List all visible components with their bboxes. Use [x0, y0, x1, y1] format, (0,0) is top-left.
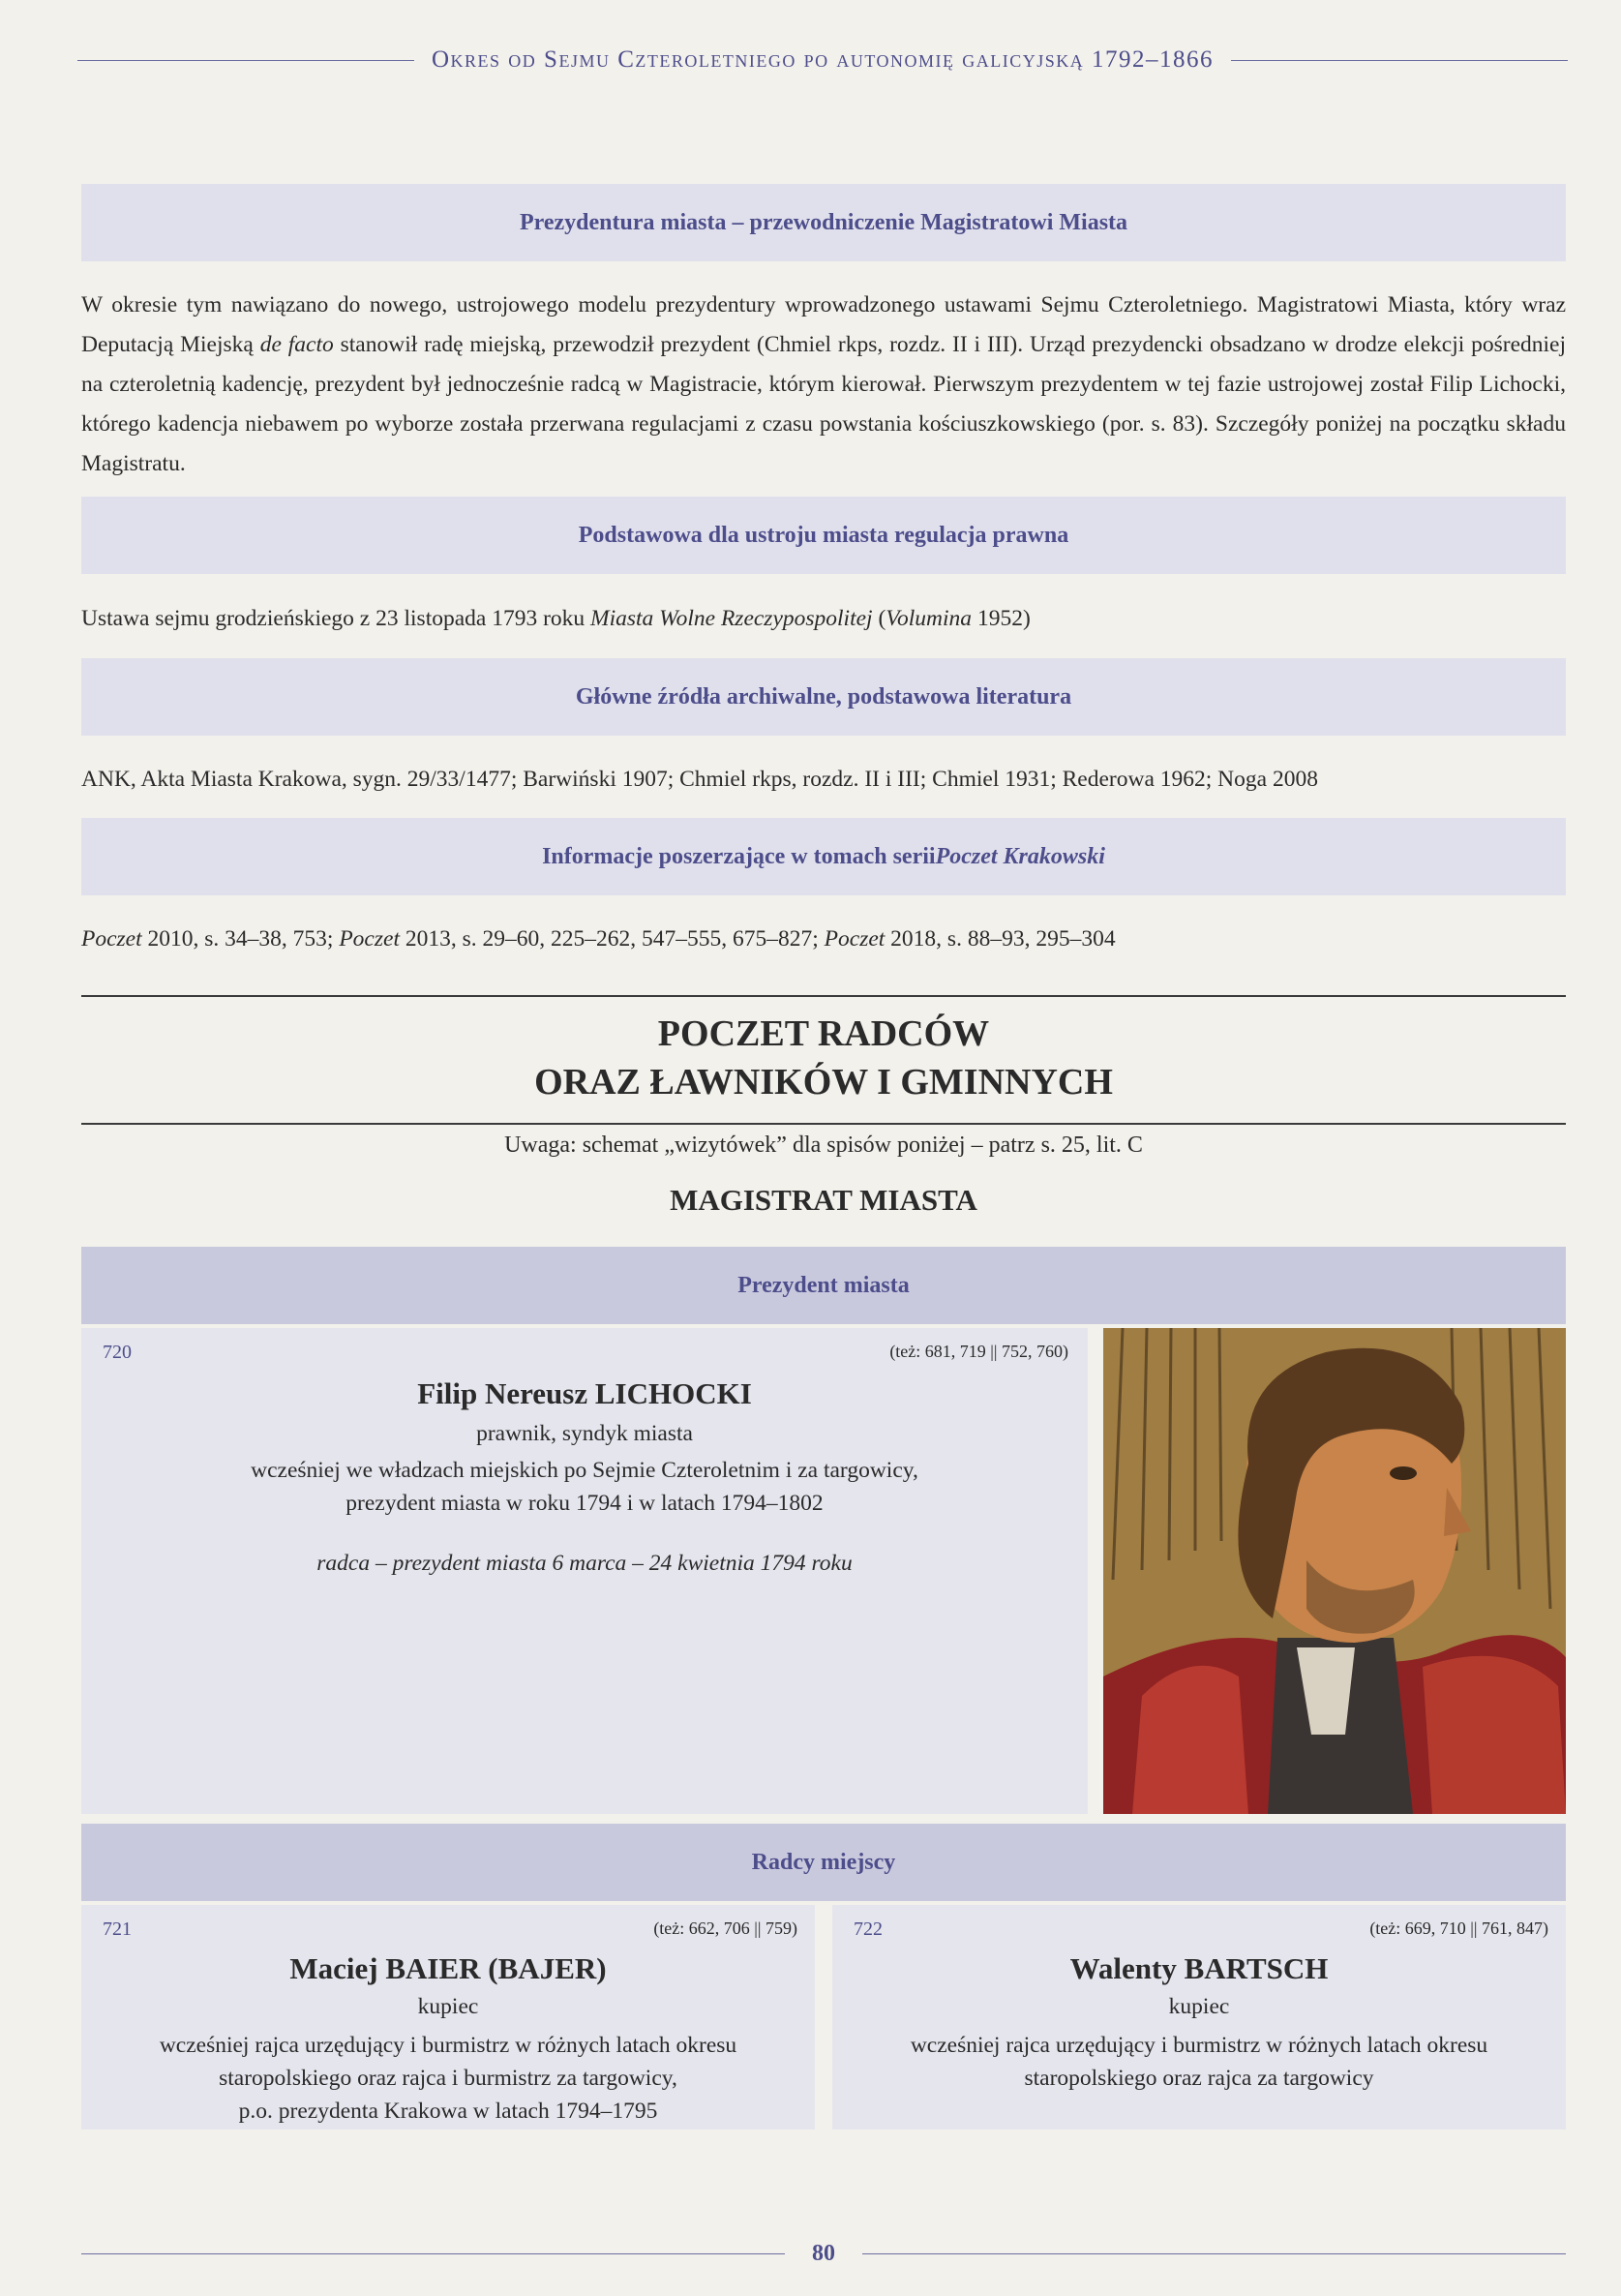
- main-title-line2: ORAZ ŁAWNIKÓW I GMINNYCH: [534, 1062, 1113, 1103]
- section-text-sources: ANK, Akta Miasta Krakowa, sygn. 29/33/1477; Barwiński 1907; Chmiel rkps, rozdz. II i III; Chmiel 1931; Rederowa 1962; Noga 2008: [81, 767, 1318, 792]
- card-cross-reference: (też: 681, 719 || 752, 760): [889, 1342, 1068, 1361]
- section-heading-further-info: [81, 818, 1566, 895]
- person-profession: prawnik, syndyk miasta: [476, 1421, 693, 1446]
- person-profession: kupiec: [417, 1994, 479, 2019]
- section-text-presidency: [81, 286, 1566, 484]
- card-number: 722: [854, 1918, 883, 1940]
- card-cross-reference: (też: 662, 706 || 759): [653, 1918, 797, 1938]
- magistrat-title: MAGISTRAT MIASTA: [670, 1183, 977, 1217]
- further-info-heading-text: Informacje poszerzające w tomach serii: [542, 843, 936, 869]
- section-text-regulation: [81, 599, 1566, 639]
- presidency-text-part1: W okresie tym nawiązano do nowego, ustrojowego modelu prezydentury wprowadzonego ustawami Sejmu Czteroletniego. Magistratowi Miasta, który wraz Deputacją Miejską: [81, 292, 1566, 357]
- person-history-line1: wcześniej rajca urzędujący i burmistrz w różnych latach okresu: [910, 2033, 1488, 2058]
- card-number: 720: [103, 1342, 132, 1363]
- title-rule-top: [81, 995, 1566, 997]
- title-rule-bottom: [81, 1123, 1566, 1125]
- running-head: [77, 43, 1568, 77]
- card-721: [81, 1905, 815, 2130]
- person-history-line2: prezydent miasta w roku 1794 i w latach 1794–1802: [345, 1491, 824, 1516]
- poczet-ref-1: Poczet: [81, 926, 142, 952]
- presidency-text-defacto: de facto: [259, 332, 334, 357]
- poczet-ref-2: Poczet: [339, 926, 400, 952]
- person-profession: kupiec: [1168, 1994, 1230, 2019]
- poczet-pages-1: 2010, s. 34–38, 753;: [141, 926, 340, 952]
- person-role: radca – prezydent miasta 6 marca – 24 kwietnia 1794 roku: [316, 1551, 853, 1576]
- band-councillors: Radcy miejscy: [81, 1824, 1566, 1901]
- running-head-rule-left: [77, 60, 414, 61]
- person-name: Walenty BARTSCH: [1069, 1951, 1329, 1985]
- schema-note: Uwaga: schemat „wizytówek” dla spisów poniżej – patrz s. 25, lit. C: [504, 1133, 1143, 1158]
- further-info-heading-series: Poczet Krakowski: [935, 843, 1105, 869]
- portrait-image: [1103, 1328, 1566, 1814]
- regulation-text-year: 1952): [972, 606, 1031, 631]
- page-footer: [81, 2234, 1566, 2273]
- poczet-pages-3: 2018, s. 88–93, 295–304: [885, 926, 1116, 952]
- regulation-text-part1: Ustawa sejmu grodzieńskiego z 23 listopada 1793 roku: [81, 606, 591, 631]
- running-head-text: Okres od Sejmu Czteroletniego po autonomię galicyjską 1792–1866: [431, 46, 1215, 73]
- card-cross-reference: (też: 669, 710 || 761, 847): [1369, 1918, 1548, 1938]
- footer-rule-right: [862, 2253, 1566, 2254]
- card-722: [832, 1905, 1566, 2130]
- page-number: 80: [812, 2240, 835, 2266]
- regulation-text-paren: (: [872, 606, 886, 631]
- person-history-line3: p.o. prezydenta Krakowa w latach 1794–1795: [238, 2099, 658, 2124]
- person-name: Maciej BAIER (BAJER): [289, 1951, 607, 1985]
- person-history-line2: staropolskiego oraz rajca i burmistrz za targowicy,: [219, 2066, 677, 2091]
- band-president: Prezydent miasta: [81, 1247, 1566, 1324]
- poczet-pages-2: 2013, s. 29–60, 225–262, 547–555, 675–827;: [399, 926, 825, 952]
- presidency-text-part2: stanowił radę miejską, przewodził prezydent (Chmiel rkps, rozdz. II i III). Urząd prezydencki obsadzano w drodze elekcji pośredniej na czteroletnią kadencję, prezydent był jednocześnie radcą w Magistracie, którym kierował. Pierwszym prezydentem w tej fazie ustrojowej został Filip Lichocki, którego kadencja niebawem po wyborze została przerwana regulacjami z czasu powstania kościuszkowskiego (por. s. 83). Szczegóły poniżej na początku składu Magistratu.: [81, 332, 1567, 476]
- regulation-text-volumina: Volumina: [886, 606, 973, 631]
- person-history-line1: wcześniej rajca urzędujący i burmistrz w różnych latach okresu: [159, 2033, 737, 2058]
- regulation-text-title: Miasta Wolne Rzeczypospolitej: [590, 606, 873, 631]
- section-heading-presidency: Prezydentura miasta – przewodniczenie Magistratowi Miasta: [81, 184, 1566, 261]
- main-title-line1: POCZET RADCÓW: [657, 1013, 990, 1054]
- section-heading-regulation: Podstawowa dla ustroju miasta regulacja prawna: [81, 497, 1566, 574]
- poczet-ref-3: Poczet: [824, 926, 886, 952]
- card-720: [81, 1328, 1088, 1814]
- section-text-further-info: [81, 920, 1566, 959]
- footer-rule-left: [81, 2253, 785, 2254]
- person-history-line2: staropolskiego oraz rajca za targowicy: [1024, 2066, 1374, 2091]
- section-heading-sources: Główne źródła archiwalne, podstawowa literatura: [81, 658, 1566, 736]
- person-history-line1: wcześniej we władzach miejskich po Sejmie Czteroletnim i za targowicy,: [251, 1458, 918, 1483]
- running-head-rule-right: [1231, 60, 1568, 61]
- main-title: [81, 1010, 1566, 1106]
- person-name: Filip Nereusz LICHOCKI: [417, 1376, 752, 1410]
- card-number: 721: [103, 1918, 132, 1940]
